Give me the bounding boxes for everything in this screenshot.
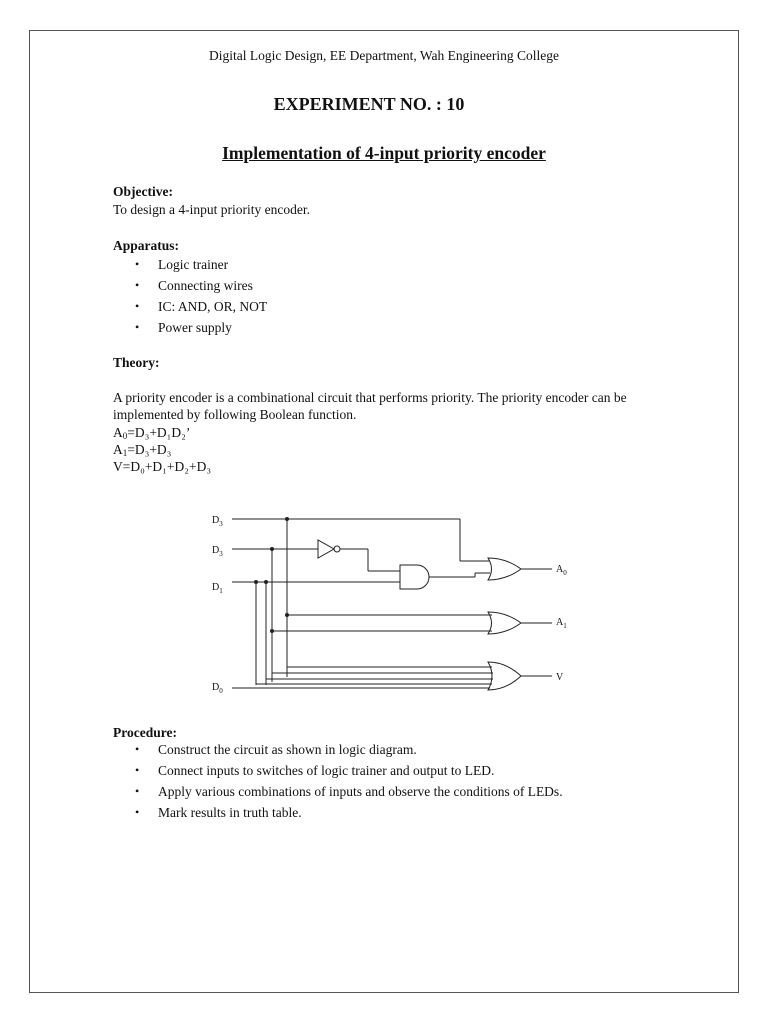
input-label-sub: 0 bbox=[219, 687, 223, 695]
procedure-list bbox=[113, 739, 563, 823]
equation-lhs: V bbox=[113, 459, 123, 474]
input-label-name: D bbox=[212, 515, 220, 526]
input-label bbox=[212, 582, 223, 595]
input-label bbox=[212, 682, 223, 695]
junction-dot bbox=[254, 580, 258, 584]
equation-lhs: A bbox=[113, 425, 123, 440]
procedure-item: • Connect inputs to switches of logic trainer and output to LED. bbox=[113, 760, 563, 781]
equation-lhs-sub: 1 bbox=[122, 448, 128, 458]
procedure-item: • Apply various combinations of inputs and observe the conditions of LEDs. bbox=[113, 781, 563, 802]
or-gate-a1 bbox=[488, 612, 521, 634]
output-label-name: A bbox=[556, 617, 564, 628]
output-label bbox=[556, 564, 567, 577]
equation-a1 bbox=[113, 441, 171, 458]
input-label-sub: 3 bbox=[219, 520, 223, 528]
junction-dot bbox=[270, 629, 274, 633]
input-label bbox=[212, 545, 223, 558]
input-label-name: D bbox=[212, 582, 220, 593]
objective-text: To design a 4-input priority encoder. bbox=[113, 202, 311, 217]
junction-dot bbox=[264, 580, 268, 584]
output-label-name: V bbox=[556, 672, 564, 683]
apparatus-heading: Apparatus: bbox=[113, 238, 180, 253]
input-label bbox=[212, 515, 223, 528]
output-label-sub: 0 bbox=[563, 569, 567, 577]
output-label bbox=[556, 672, 564, 683]
junction-dot bbox=[285, 613, 289, 617]
equation-v bbox=[113, 458, 211, 475]
theory-text: A priority encoder is a combinational circuit that performs priority. The priority encoder can be implemented by following Boolean function. bbox=[113, 390, 627, 422]
junction-dot bbox=[270, 547, 274, 551]
equation-rhs: =D₃+D₁D₂’ bbox=[127, 425, 191, 440]
experiment-subtitle: Implementation of 4-input priority encoder bbox=[222, 143, 546, 163]
output-label-name: A bbox=[556, 564, 564, 575]
not-gate bbox=[318, 540, 334, 558]
equation-a0 bbox=[113, 424, 190, 441]
equation-rhs: =D₃+D₃ bbox=[127, 442, 172, 457]
apparatus-list bbox=[113, 254, 267, 338]
objective-heading: Objective: bbox=[113, 184, 173, 199]
equation-lhs: A bbox=[113, 442, 123, 457]
equation-lhs-sub: 0 bbox=[122, 431, 128, 441]
output-label-sub: 1 bbox=[563, 622, 567, 630]
equation-rhs: =D₀+D₁+D₂+D₃ bbox=[122, 459, 212, 474]
apparatus-item: • Connecting wires bbox=[113, 275, 267, 296]
apparatus-item: • IC: AND, OR, NOT bbox=[113, 296, 267, 317]
and-gate bbox=[400, 565, 429, 589]
theory-heading: Theory: bbox=[113, 355, 160, 370]
apparatus-item: • Power supply bbox=[113, 317, 267, 338]
input-label-sub: 1 bbox=[219, 587, 223, 595]
input-label-name: D bbox=[212, 545, 220, 556]
junction-dot bbox=[285, 517, 289, 521]
experiment-title bbox=[0, 94, 768, 115]
or-gate-v bbox=[488, 662, 521, 690]
page-header: Digital Logic Design, EE Department, Wah Engineering College bbox=[209, 48, 559, 63]
input-label-sub: 3 bbox=[219, 550, 223, 558]
logic-diagram bbox=[200, 505, 580, 705]
input-label-name: D bbox=[212, 682, 220, 693]
or-gate-a0 bbox=[488, 558, 521, 580]
experiment-title-text: EXPERIMENT NO. : 10 bbox=[273, 94, 465, 114]
procedure-item: • Construct the circuit as shown in logic diagram. bbox=[113, 739, 563, 760]
apparatus-item: • Logic trainer bbox=[113, 254, 267, 275]
output-label bbox=[556, 617, 567, 630]
procedure-item: • Mark results in truth table. bbox=[113, 802, 563, 823]
procedure-heading: Procedure: bbox=[113, 725, 177, 740]
